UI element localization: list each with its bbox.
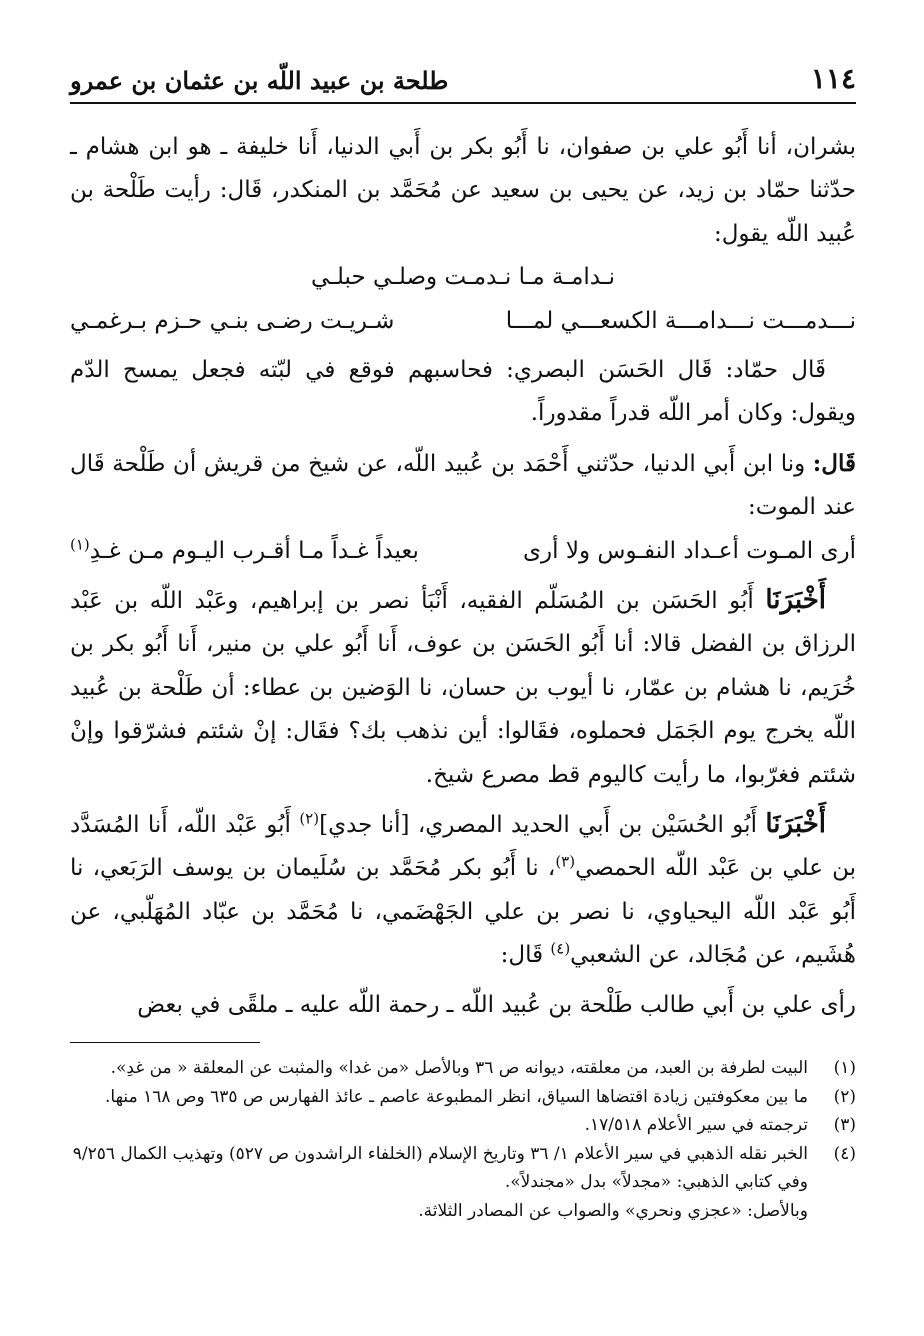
paragraph-4 [70, 579, 856, 797]
footnote-text: البيت لطرفة بن العبد، من معلقته، ديوانه ص ٣٦ وبالأصل «من غدا» والمثبت عن المعلقة « من غدِ». [110, 1058, 808, 1078]
verse-2-left-text: بعيداً غـداً مـا أقـرب اليـوم مـن غـدِ [89, 537, 419, 564]
footnote-2 [70, 1083, 856, 1112]
footnote-4 [70, 1140, 856, 1197]
verse-1 [70, 300, 856, 343]
page-header [70, 62, 856, 102]
verse-1-left: شـريـت رضـى بنـي حـزم بـرغمـي [70, 307, 395, 334]
paragraph-1: بشران، أنا أَبُو علي بن صفوان، نا أَبُو بكر بن أَبي الدنيا، أَنا خليفة ـ هو ابن هشام ـ حدّثنا حمّاد بن زيد، عن يحيى بن سعيد عن مُحَمَّد بن المنكدر، قَال: رأيت طَلْحة بن عُبيد اللّه يقول: [70, 134, 856, 247]
footnote-1 [70, 1054, 856, 1083]
paragraph-5-lead: أَخْبَرَنَا [765, 809, 826, 840]
verse-2 [70, 530, 856, 573]
paragraph-4-lead: أَخْبَرَنَا [765, 585, 826, 616]
paragraph-6: رأى علي بن أَبي طالب طَلْحة بن عُبيد اللّه ـ رحمة اللّه عليه ـ ملقًى في بعض [137, 991, 856, 1018]
book-page [70, 50, 856, 1300]
footnotes [70, 1054, 856, 1225]
paragraph-5-text-c: ، نا أَبُو بكر مُحَمَّد بن سُلَيمان بن يوسف الرَبَعي، نا أَبُو عَبْد اللّه اليحياوي، نا نصر بن علي الجَهْضَمي، نا مُحَمَّد بن عبّاد المُهَلّبي، عن هُشَيم، عن مُجَالد، عن الشعبي [70, 855, 856, 969]
page-number: ١١٤ [810, 62, 856, 95]
paragraph-5 [70, 803, 856, 978]
paragraph-3-text: ونا ابن أَبي الدنيا، حدّثني أَحْمَد بن عُبيد اللّه، عن شيخ من قريش أن طَلْحة قَال عند الموت: [70, 450, 856, 521]
footnote-separator [70, 1042, 260, 1043]
footnote-ref-3: (٣) [555, 852, 576, 871]
footnote-number: (٤) [833, 1143, 856, 1164]
verse-1-right: نـــدمـــت نـــدامـــة الكسعـــي لمـــا [505, 307, 856, 334]
paragraph-5-text-a: أَبُو الحُسَيْن بن أَبي الحديد المصري، [أنا جدي] [319, 812, 766, 839]
paragraph-5-text-b: أَبُو عَبْد اللّه، أَنا المُسَدَّد بن علي بن عَبْد اللّه الحمصي [70, 812, 856, 882]
verse-1-hemistich-top [70, 256, 856, 299]
footnote-3 [70, 1111, 856, 1140]
footnote-number: (٢) [833, 1086, 856, 1107]
verse-1-center: نـدامـة مـا نـدمـت وصلـي حبلـي [311, 264, 615, 291]
footnote-number: (٣) [833, 1115, 856, 1135]
footnote-text: وبالأصل: «عجزي ونحري» والصواب عن المصادر الثلاثة. [418, 1200, 808, 1221]
paragraph-2: قَال حمّاد: قَال الحَسَن البصري: فحاسبهم فوقع في لبّته فجعل يمسح الدّم ويقول: وكان أمر اللّه قدراً مقدوراً. [70, 357, 856, 427]
paragraph-3-lead: قَال: [812, 449, 856, 477]
footnote-ref-4: (٤) [550, 939, 571, 958]
verse-2-right: أرى المـوت أعـداد النفـوس ولا أرى [523, 537, 856, 564]
main-text [70, 126, 856, 1027]
header-rule [70, 102, 856, 104]
paragraph-5-text-d: قَال: [500, 942, 551, 969]
paragraph-3 [70, 442, 856, 530]
verse-2-left [70, 530, 419, 573]
footnote-ref-1: (١) [70, 534, 90, 553]
footnote-ref-2: (٢) [299, 809, 320, 828]
footnote-number: (١) [833, 1058, 856, 1078]
running-title: طلحة بن عبيد اللّه بن عثمان بن عمرو [70, 66, 449, 95]
footnote-text: ترجمته في سير الأعلام ١٧/٥١٨. [584, 1115, 808, 1135]
paragraph-4-text: أَبُو الحَسَن بن المُسَلّم الفقيه، أَنْبَأ نصر بن إبراهيم، وعَبْد اللّه بن عَبْد الرزاق بن الفضل قالا: أنا أَبُو الحَسَن بن عوف، أَنا أَبُو علي بن منير، أَنا أَبُو بكر بن خُرَيم، نا هشام بن عمّار، نا أيوب بن حسان، نا الوَضين بن عطاء: أن طَلْحة بن عُبيد اللّه يخرج يوم الجَمَل فحملوه، فقَالوا: أين نذهب بك؟ فقَال: إنْ شئتم فشرّقوا وإنْ شئتم فغرّبوا، ما رأيت كاليوم قط مصرع شيخ. [70, 588, 856, 788]
footnote-4-continuation [70, 1197, 856, 1226]
footnote-text: ما بين معكوفتين زيادة اقتضاها السياق، انظر المطبوعة عاصم ـ عائذ الفهارس ص ٦٣٥ وص ١٦٨ منها. [105, 1086, 808, 1107]
footnote-text: الخبر نقله الذهبي في سير الأعلام ١/ ٣٦ وتاريخ الإسلام (الخلفاء الراشدون ص ٥٢٧) وتهذيب الكمال ٩/٢٥٦ وفي كتابي الذهبي: «مجدلاً» بدل «مجندلاً». [72, 1143, 808, 1192]
